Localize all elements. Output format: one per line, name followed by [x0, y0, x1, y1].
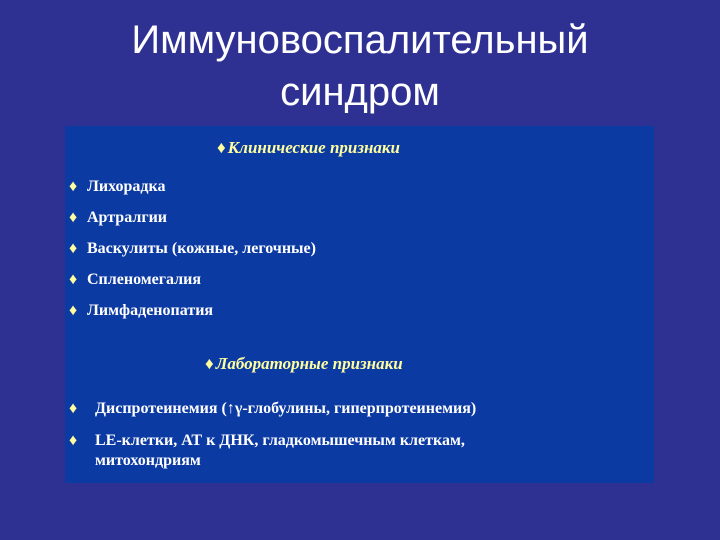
clinical-heading	[217, 138, 400, 158]
diamond-bullet-icon: ♦	[69, 178, 78, 195]
diamond-bullet-icon: ♦	[69, 271, 78, 288]
diamond-bullet-icon: ♦	[69, 240, 78, 257]
list-item	[69, 301, 213, 321]
list-item	[69, 270, 201, 290]
clinical-item-text: Лихорадка	[87, 178, 166, 195]
diamond-bullet-icon: ♦	[69, 209, 78, 226]
clinical-item-text: Васкулиты (кожные, легочные)	[87, 240, 316, 257]
list-item	[69, 177, 166, 197]
slide-title	[0, 14, 720, 118]
title-line-1: Иммуновоспалительный	[131, 18, 589, 62]
lab-heading-text: Лабораторные признаки	[215, 354, 403, 373]
lab-item-text: Диспротеинемия (↑γ-глобулины, гиперпротеинемия)	[95, 400, 477, 417]
diamond-bullet-icon: ♦	[69, 400, 78, 417]
title-line-2: синдром	[280, 70, 440, 114]
diamond-bullet-icon: ♦	[69, 432, 78, 449]
clinical-item-text: Лимфаденопатия	[87, 302, 214, 319]
list-item	[69, 239, 316, 259]
lab-item-continuation: митохондриям	[95, 452, 201, 469]
lab-heading	[205, 354, 403, 374]
clinical-item-text: Артралгии	[87, 209, 168, 226]
clinical-item-text: Спленомегалия	[87, 271, 202, 288]
list-item	[69, 399, 476, 419]
diamond-bullet-icon: ♦	[205, 354, 214, 373]
clinical-heading-text: Клинические признаки	[227, 138, 400, 157]
content-panel	[65, 126, 654, 483]
diamond-bullet-icon: ♦	[217, 138, 226, 157]
list-item	[69, 431, 465, 471]
diamond-bullet-icon: ♦	[69, 302, 78, 319]
list-item	[69, 208, 167, 228]
lab-item-text: LE-клетки, АТ к ДНК, гладкомышечным клеткам,	[95, 432, 465, 449]
